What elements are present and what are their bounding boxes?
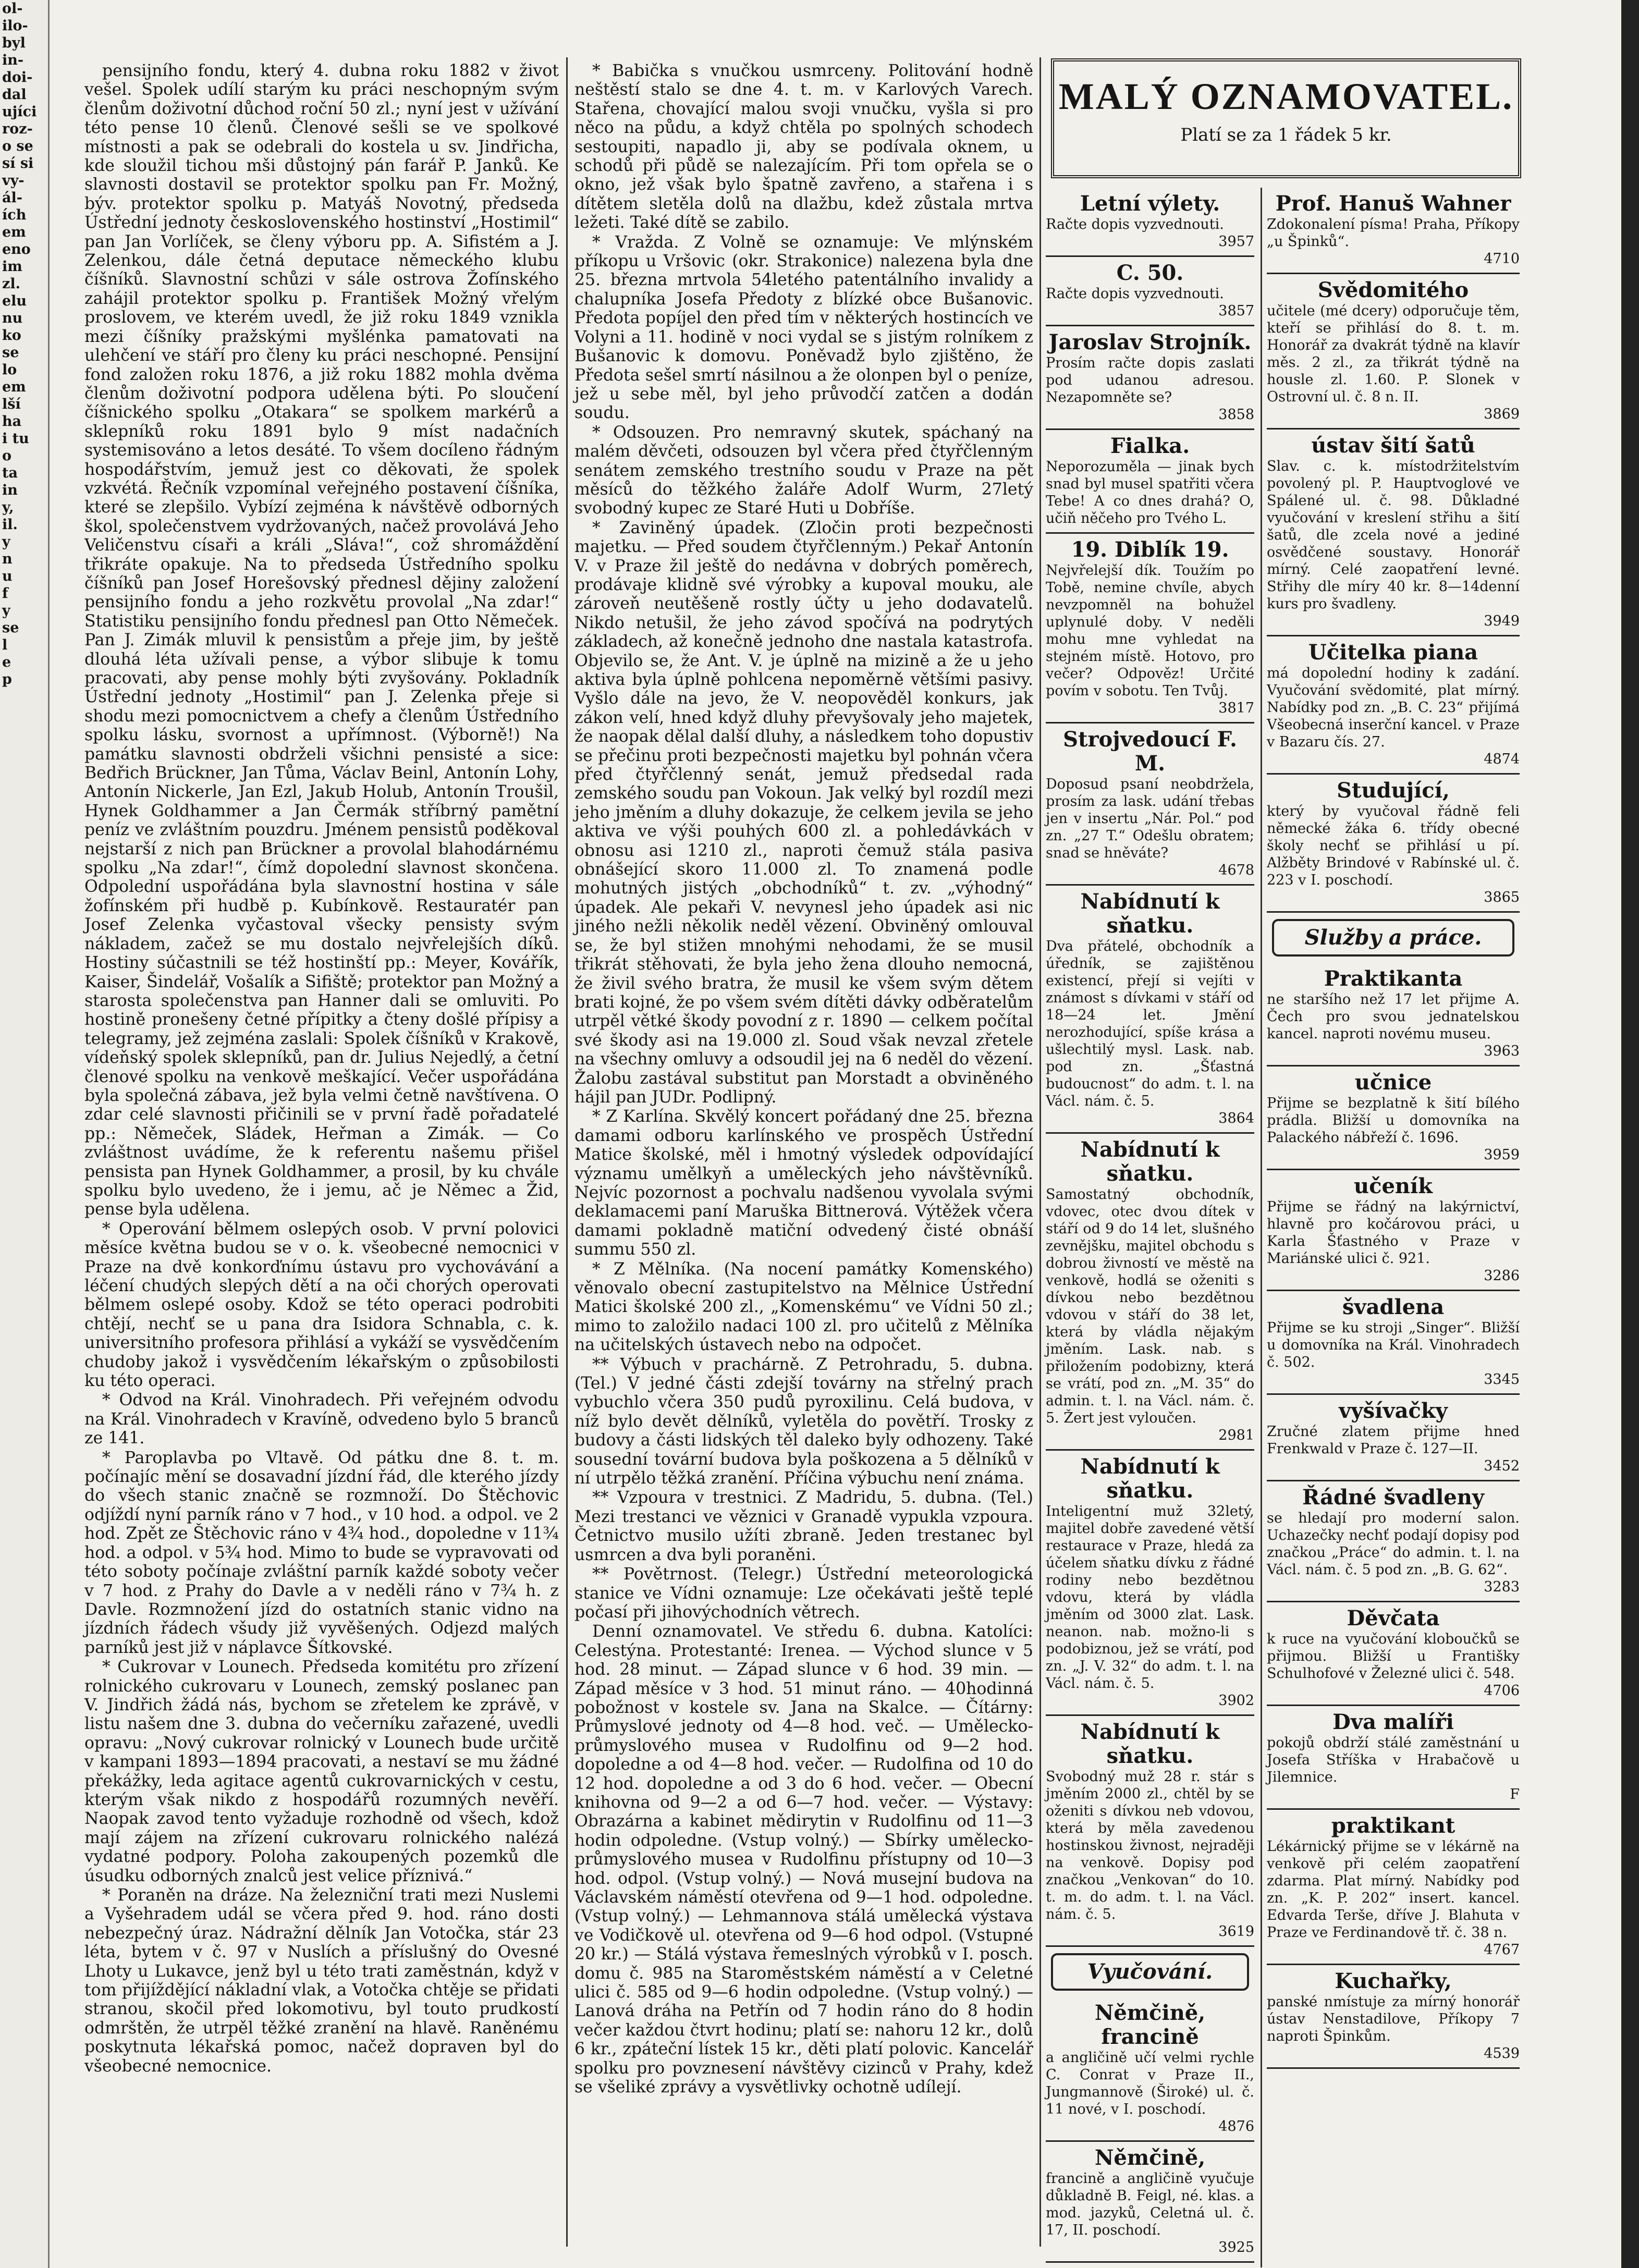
edge-fragment: roz-: [2, 121, 33, 137]
ad-title: učeník: [1354, 1174, 1433, 1199]
edge-fragment: ko: [2, 327, 21, 344]
ad-number: 3286: [1484, 1268, 1520, 1284]
banner-subtitle: Platí se za 1 řádek 5 kr.: [1180, 125, 1392, 145]
edge-fragment: elu: [2, 293, 27, 309]
ad-title: Dva malíři: [1332, 1710, 1454, 1735]
ad-number: 4874: [1484, 751, 1520, 767]
classifieds-column-left: [1046, 188, 1254, 2263]
ad-text: Zručné zlatem přijme hned Frenkwald v Praze č. 127—II.: [1267, 1424, 1520, 1457]
article: * Paroplavba po Vltavě. Od pátku dne 8. t. m. počínajíc mění se dosavadní jízdní řád, dle kterého jízdy do všech stanic značně se rozmnoží. Do Štěchovic odjíždí nyní parník ráno v 7 hod., v 10 hod. a odpol. ve 2 hod. Zpět ze Štěchovic ráno v 4¾ hod., dopoledne v 11¾ hod. a odpol. v 5¾ hod. Mimo to bude se vypravovati od této soboty počínaje zvláštní parník každé soboty večer v 7 hod. z Prahy do Davle a v neděli ráno v 7¾ h. z Davle. Rozmnožení jízd do ostatních stanic vidno na jízdních řádech všudy již vyvěšených. Odjezd malých parníků jest již v náplavce Šítkovské.: [84, 1448, 559, 1657]
column-2: [574, 62, 1033, 2097]
article: ** Povětrnost. (Telegr.) Ústřední meteorologická stanice ve Vídni oznamuje: Lze očekávati ještě teplé počasí při jihovýchodních větrech.: [574, 1565, 1033, 1622]
classified-ad: [1267, 1965, 1520, 2069]
ad-number: 3963: [1484, 1043, 1520, 1060]
column-rule: [1261, 188, 1262, 2267]
classified-ad: [1267, 1481, 1520, 1602]
ad-text: Přijme se ku stroji „Singer“. Bližší u domovníka na Král. Vinohradech č. 502.: [1267, 1320, 1520, 1371]
ad-title: 19. Diblík 19.: [1071, 537, 1229, 562]
section-box-vyucovani: Vyučování.: [1051, 1953, 1249, 1991]
edge-fragment: o se: [2, 138, 33, 154]
ad-title: Studující,: [1337, 778, 1450, 803]
ad-text: Svobodný muž 28 r. stár s jměním 2000 zl., chtěl by se oženiti s dívkou neb vdovou, která by měla zavedenou hostinskou živnost, nejraději na venkově. Dopisy pod značkou „Venkovan“ do 10. t. m. do adm. t. l. na Václ. nám. č. 5.: [1046, 1769, 1254, 1922]
classified-ad: [1267, 963, 1520, 1066]
ad-title: Praktikanta: [1324, 966, 1463, 991]
classified-ad: [1267, 1810, 1520, 1965]
article: * Cukrovar v Lounech. Předseda komitétu pro zřízení rolnického cukrovaru v Lounech, zemský poslanec pan V. Jindřich žádá nás, bychom se zřetelem ke zprávě, v listu našem dne 3. dubna do večerníku zařazené, uvedli opravu: „Nový cukrovar rolnický v Lounech bude určitě v kampani 1893—1894 pracovati, a nestaví se mu žádné překážky, leda agitace agentů cukrovarnických v cestu, kterým však nikdo z hospodářů rozumných nevěří. Naopak zavod tento vyžaduje rozhodně od všech, kdož mají zájem na zřízení cukrovaru rolnického nalézá vydatné podpory. Poloha zakoupených pozemků dle úsudku odborných znalců jest velice příznivá.“: [84, 1658, 559, 1885]
ad-number: 3345: [1484, 1371, 1520, 1388]
edge-fragment: vy-: [2, 173, 25, 189]
ad-text: Račte dopis vyzvednouti.: [1046, 286, 1224, 302]
edge-fragment: o: [2, 448, 12, 464]
classified-ad: [1267, 775, 1520, 913]
ad-number: 3283: [1484, 1579, 1520, 1596]
classified-ad: [1046, 257, 1254, 326]
article: * Operování bělmem oslepých osob. V první polovici měsíce května budou se v o. k. všeobecné nemocnici v Praze na dvě konkorďnímu ústavu pro vychovávání a léčení chudých slepých dětí a na oči chorých operovati bělmem oslepé osoby. Kdož se této operaci podrobiti chtějí, nechť se u pana dra Isidora Schnabla, c. k. universitního profesora přihlásí a vykáží se vysvědčením chudoby jakož i vysvědčením lékařským o způsobilosti ku této operaci.: [84, 1219, 559, 1391]
edge-fragment: ilo-: [2, 18, 28, 34]
edge-fragment: f: [2, 585, 8, 602]
article: * Vražda. Z Volně se oznamuje: Ve mlýnském příkopu u Vršovic (okr. Strakonice) nalezena byla dne 25. března mrtvola 54letého patentálního invalidy a chalupníka Josefa Předoty z blízké obce Bušanovic. Předota popíjel den před tím v některých hostincích ve Volyni a 11. hodině v noci vydal se s jistým rolníkem z Bušanovic k domovu. Poněvadž bylo zjištěno, že Předota sešel smrtí násilnou a že olonpen byl o peníze, jež u sebe měl, byl jeho průvodčí zatčen a dodán soudu.: [574, 232, 1033, 423]
classified-ad: [1267, 1395, 1520, 1481]
edge-fragment: y: [2, 603, 10, 619]
edge-fragment: im: [2, 259, 22, 275]
edge-fragment: se: [2, 345, 19, 361]
ad-number: 3452: [1484, 1458, 1520, 1475]
article: * Poraněn na dráze. Na železniční trati mezi Nuslemi a Vyšehradem udál se včera před 9. hod. ráno dosti nebezpečný úraz. Nádražní dělník Jan Votočka, stár 23 léta, bytem v č. 97 v Nuslích a příslušný do Ovesné Lhoty u Lukavce, jenž byl u této trati zaměstnán, když v tom přijíždějící nákladní vlak, a Votočka chtěje se přidati stranou, skočil před lokomotivu, byl touto prudkostí odmrštěn, že utrpěl těžké zranění na hlavě. Raněnému poskytnuta lékařská pomoc, načež dopraven byl do všeobecné nemocnice.: [84, 1886, 559, 2076]
ad-title: ústav šití šatů: [1311, 433, 1475, 458]
ad-title: švadlena: [1342, 1295, 1445, 1320]
ad-title: Svědomitého: [1317, 278, 1469, 302]
ad-number: 3957: [1218, 234, 1254, 250]
column-1: [84, 62, 559, 2076]
ad-number: 3858: [1218, 407, 1254, 423]
classified-ad: [1267, 274, 1520, 430]
classifieds-banner: [1051, 58, 1521, 178]
edge-fragment: nu: [2, 310, 23, 326]
ad-number: 3864: [1218, 1110, 1254, 1126]
edge-fragment: doi-: [2, 69, 33, 85]
classified-ad: [1267, 1291, 1520, 1395]
ad-title: Letní výlety.: [1080, 191, 1220, 216]
ad-number: 3949: [1484, 613, 1520, 629]
edge-fragment: em: [2, 379, 26, 395]
ad-title: Nabídnutí k sňatku.: [1080, 1720, 1220, 1768]
ad-text: Inteligentní muž 32letý, majitel dobře zavedené větší restaurace v Praze, hledá za účelem sňatku dívku z řádné rodiny nebo bezdětnou vdovu, která by vládla jměním od 3000 zlat. Lask. neanon. nab. možno-li s podobiznou, jež se vrátí, pod zn. „J. V. 32“ do adm. t. l. na Václ. nám. č. 5.: [1046, 1503, 1254, 1691]
column-rule: [566, 57, 568, 2247]
ad-text: Přijme se řádný na lakýrnictví, hlavně pro kočárovou práci, u Karla Šťastného v Praze v Mariánské ulici č. 921.: [1267, 1199, 1520, 1267]
ad-text: se hledají pro moderní salon. Uchazečky nechť podají dopisy pod značkou „Práce“ do admin. t. l. na Václ. nám. č. 5 pod zn. „B. G. 62“.: [1267, 1510, 1520, 1578]
ad-text: Doposud psaní neobdržela, prosím za lask. udání třebas jen v insertu „Nár. Pol.“ pod zn. „27 T.“ Odešlu obratem; snad se hněváte?: [1046, 776, 1254, 861]
article: * Odvod na Král. Vinohradech. Při veřejném odvodu na Král. Vinohradech v Kravíně, odvedeno bylo 5 branců ze 141.: [84, 1391, 559, 1448]
scan-border: [1621, 0, 1639, 2268]
neighbor-page-edge: [0, 0, 50, 2268]
article: ** Výbuch v prachárně. Z Petrohradu, 5. dubna. (Tel.) V jedné části zdejší továrny na střelný prach vybuchlo včera 350 pudů pyroxilinu. Celá budova, v níž bylo devět dělníků, vyletěla do povětří. Trosky z budovy a části lidských těl daleko byly odhozeny. Také sousední tovární budova byla poškozena a 5 dělníků v ní utrpělo těžká zranění. Příčina výbuchu není známa.: [574, 1355, 1033, 1488]
classified-ad: [1046, 534, 1254, 724]
ad-number: 3869: [1484, 406, 1520, 422]
ad-text: Samostatný obchodník, vdovec, otec dvou dítek v stáří od 9 do 14 let, slušného zevnějšku, majitel obchodu s dobrou živností ve městě na venkově, hodlá se oženiti s dívkou nebo bezdětnou vdovou v stáří do 38 let, která by vládla nějakým jměním. Lask. nab. s přiložením podobizny, která se vrátí, pod zn. „M. 35“ do admin. t. l. na Václ. nám. č. 5. Žert jest vyloučen.: [1046, 1186, 1254, 1426]
ad-number: 4678: [1218, 862, 1254, 878]
classified-ad: [1046, 1451, 1254, 1716]
ad-text: Přijme se bezplatně k šití bílého prádla. Bližší u domovníka na Palackého nábřeží č. 1696.: [1267, 1095, 1520, 1146]
classified-ad: [1046, 1134, 1254, 1451]
edge-fragment: il.: [2, 517, 18, 533]
edge-fragment: ujíci: [2, 104, 37, 120]
ad-title: C. 50.: [1116, 261, 1184, 285]
edge-fragment: y,: [2, 499, 14, 516]
ad-number: 3619: [1218, 1923, 1254, 1940]
edge-fragment: i tu: [2, 431, 29, 447]
classified-ad: [1267, 1602, 1520, 1706]
edge-fragment: ol-: [2, 1, 23, 17]
classified-ad: [1046, 430, 1254, 534]
banner-title: MALÝ OZNAMOVATEL.: [1058, 76, 1514, 117]
edge-fragment: p: [2, 671, 12, 688]
edge-fragment: ta: [2, 465, 18, 481]
ad-title: praktikant: [1331, 1813, 1455, 1838]
ad-title: Kuchařky,: [1335, 1969, 1452, 1994]
edge-fragment: eno: [2, 241, 31, 258]
ad-number: 4876: [1218, 2118, 1254, 2135]
article: * Odsouzen. Pro nemravný skutek, spáchaný na malém děvčeti, odsouzen byl včera před čtyřčlenným senátem zemského trestního soudu v Praze na pět měsíců do těžkého žaláře Adolf Wurm, 27letý svobodný kupec ze Staré Huti u Dobříše.: [574, 423, 1033, 518]
ad-title: Nabídnutí k sňatku.: [1080, 889, 1220, 938]
classified-ad: [1267, 1170, 1520, 1291]
ad-title: Nabídnutí k sňatku.: [1080, 1454, 1220, 1503]
classified-ad: [1046, 188, 1254, 257]
edge-fragment: se: [2, 620, 19, 636]
ad-number: 4767: [1484, 1942, 1520, 1958]
edge-fragment: sí si: [2, 155, 34, 171]
ad-number: 4710: [1484, 251, 1520, 267]
classified-ad: [1267, 1706, 1520, 1810]
ad-text: Nejvřelejší dík. Toužím po Tobě, nemine chvíle, abych nevzpomněl na bohužel uplynulé doby. V neděli mohu mne vyhledat na stejném místě. Hotovo, pro večer? Odpověz! Určité povím v sobotu. Ten Tvůj.: [1046, 562, 1254, 699]
classified-ad: [1046, 886, 1254, 1134]
edge-fragment: lo: [2, 362, 17, 378]
edge-fragment: n: [2, 551, 13, 567]
ad-text: Lékárnický přijme se v lékárně na venkově při celém zaopatření zdarma. Plat mírný. Nabídky pod zn. „K. P. 202“ insert. kancel. Edvarda Terše, dříve J. Blahuta v Praze ve Ferdinandově tř. č. 38 n.: [1267, 1838, 1520, 1941]
article: ** Vzpoura v trestnici. Z Madridu, 5. dubna. (Tel.) Mezi trestanci ve věznici v Granadě vypukla vzpoura. Četnictvo musilo užíti zbraně. Jeden trestanec byl usmrcen a dva byli poraněni.: [574, 1488, 1033, 1564]
ad-text: má dopolední hodiny k zadání. Vyučování svědomité, plat mírný. Nabídky pod zn. „B. C. 23“ přijímá Všeobecná inserční kancel. v Praze v Bazaru čís. 27.: [1267, 665, 1520, 750]
edge-fragment: y: [2, 534, 10, 550]
edge-fragment: dal: [2, 87, 27, 103]
ad-text: francině a angličině vyučuje důkladně B. Feigl, né. klas. a mod. jazyků, Celetná ul. č. 17, II. poschodí.: [1046, 2171, 1254, 2239]
edge-fragment: em: [2, 224, 26, 240]
ad-number: 3925: [1218, 2239, 1254, 2256]
ad-title: učnice: [1354, 1070, 1432, 1095]
edge-fragment: u: [2, 568, 13, 584]
ad-number: 3865: [1484, 889, 1520, 905]
edge-fragment: ha: [2, 413, 22, 430]
edge-fragment: byl: [2, 35, 26, 51]
ad-text: Neporozuměla — jinak bych snad byl musel spatřiti včera Tebe! A co dnes drahá? O, učiň něčeho pro Tvého L.: [1046, 459, 1254, 526]
edge-fragment: zl.: [2, 276, 20, 292]
ad-text: Dva přátelé, obchodník a úředník, se zajištěnou existencí, přejí si vejíti v známost s dívkami v stáří od 18—24 let. Jmění nerozhodující, spíše krása a ušlechtilý mysl. Lask. nab. pod zn. „Šťastná budoucnost“ do adm. t. l. na Václ. nám. č. 5.: [1046, 938, 1254, 1109]
ad-title: Děvčata: [1347, 1606, 1440, 1631]
classified-ad: [1046, 1716, 1254, 1947]
edge-fragment: e: [2, 654, 11, 670]
ad-text: ne staršího než 17 let přijme A. Čech pro svou jednatelskou kancel. naproti novému museu.: [1267, 991, 1520, 1043]
ad-title: Řádné švadleny: [1302, 1485, 1485, 1510]
ad-title: Jaroslav Strojník.: [1048, 330, 1252, 354]
classified-ad: [1267, 188, 1520, 274]
ad-title: Fialka.: [1110, 434, 1190, 458]
classified-ad: [1046, 2142, 1254, 2263]
ad-title: Němčině,: [1094, 2146, 1206, 2171]
ad-title: Prof. Hanuš Wahner: [1275, 191, 1511, 216]
ad-text: Zdokonalení písma! Praha, Příkopy „u Špinků“.: [1267, 216, 1520, 250]
edge-fragment: in-: [2, 52, 24, 68]
classified-ad: [1046, 724, 1254, 886]
edge-fragment: ích: [2, 207, 27, 223]
classified-ad: [1046, 326, 1254, 430]
ad-number: 3959: [1484, 1147, 1520, 1163]
classified-ad: [1267, 636, 1520, 775]
ad-title: vyšívačky: [1339, 1399, 1448, 1424]
article: Denní oznamovatel. Ve středu 6. dubna. Katolíci: Celestýna. Protestanté: Irenea. — Východ slunce v 5 hod. 28 minut. — Západ slunce v 6 hod. 39 min. — Západ měsíce v 3 hod. 51 minut ráno. — 40hodinná pobožnost v kostele sv. Jana na Skalce. — Čítárny: Průmyslové jednoty od 4—8 hod. več. — Umělecko-průmyslového musea v Rudolfinu od 9—2 hod. dopoledne a od 4—8 hod. večer. — Rudolfina od 10 do 12 hod. dopoledne a od 3 do 6 hod. večer. — Obecní knihovna od 9—2 a od 6—7 hod. večer. — Výstavy: Obrazárna a kabinet mědirytin v Rudolfinu od 11—3 hodin odpoledne. (Vstup volný.) — Sbírky umělecko-průmyslového musea v Rudolfinu přístupny od 10—3 hod. odpol. (Vstup volný.) — Nová musejní budova na Václavském náměstí otevřena od 9—1 hod. odpoledne. (Vstup volný.) — Lehmannova stálá umělecká výstava ve Vodičkově ul. otevřena od 9—6 hod odpol. (Vstupné 20 kr.) — Stálá výstava řemeslných výrobků v I. posch. domu č. 985 na Staroměstském náměstí a v Celetné ulici č. 585 od 9—6 hodin odpoledne. (Vstup volný.) — Lanová dráha na Petřín od 7 hodin ráno do 8 hodin večer každou čtvrt hodinu; platí se: nahoru 12 kr., dolů 6 kr., zpáteční lístek 15 kr., děti platí polovic. Kancelář spolku pro povznesení návštěvy cizinců v Prahy, kdež se všeliké zprávy a vysvětlivky ochotně udílejí.: [574, 1622, 1033, 2097]
article: * Z Karlína. Skvělý koncert pořádaný dne 25. března damami odboru karlínského ve prospěch Ústřední Matice školské, měl i hmotný výsledek odpovídající významu umělkyň a uměleckých jeho návštěvníků. Nejvíc pozornost a pochvalu nadšenou vyvolala svými deklamacemi paní Maruška Bittnerová. Výtěžek včera damami pokladně matiční odvedený čisté obnáší summu 550 zl.: [574, 1107, 1033, 1259]
classified-ad: [1267, 430, 1520, 636]
ad-number: 3817: [1218, 700, 1254, 716]
ad-number: 3902: [1218, 1693, 1254, 1709]
ad-text: Račte dopis vyzvednouti.: [1046, 216, 1224, 232]
article: * Babička s vnučkou usmrceny. Politování hodně neštěstí stalo se dne 4. t. m. v Karlových Varech. Stařena, chovající malou svoji vnučku, vyšla si pro něco na půdu, a když chtěla po spolných schodech sestoupiti, napadlo ji, aby se podívala oknem, u schodů při půdě se nalezajícím. Při tom opřela se o okno, jež však bylo špatně zavřeno, a stařena i s dítětem sletěla dolů na dlažbu, kdež zůstala mrtva ležeti. Také dítě se zabilo.: [574, 62, 1033, 232]
edge-fragment: lší: [2, 396, 21, 412]
ad-text: k ruce na vyučování kloboučků se přijmou. Bližší u Františky Schulhofové v Železné ulici č. 548.: [1267, 1631, 1520, 1682]
ad-title: Učitelka piana: [1308, 640, 1478, 665]
section-box-sluzby: Služby a práce.: [1272, 919, 1514, 957]
ad-text: který by vyučoval řádně feli německé žáka 6. třídy obecné školy nechť se přihlásí u pí. Alžběty Brindové v Rabínské ul. č. 223 v I. poschodí.: [1267, 803, 1520, 888]
ad-title: Strojvedoucí F. M.: [1063, 727, 1237, 776]
ad-title: Němčině, francině: [1094, 2001, 1206, 2050]
article: pensijního fondu, který 4. dubna roku 1882 v život vešel. Spolek udílí starým ku práci neschopným svým členům doživotní důchod roční 50 zl.; nyní jest v užívání této pense 10 členů. Členové sešli se ve spolkové místnosti a pak se odebrali do kostela u sv. Jindřicha, kde sloužil tichou mši důstojný pán farář P. Janků. Ke slavnosti dostavil se protektor spolku pan Fr. Možný, býv. protektor spolku p. Matyáš Novotný, předseda Ústřední jednoty československého hostinství „Hostimil“ pan Jan Vorlíček, se členy výboru pp. A. Sifistém a J. Zelenkou, dále četná deputace německého klubu číšníků. Slavnostní schůzi v sále ostrova Žofínského zahájil protektor spolku p. František Možný vřelým proslovem, ve kterém uvedl, že již roku 1849 vznikla mezi číšníky pražskými myšlénka pamatovati na ulehčení ve stáří pro členy ku práci neschopné. Pensijní fond založen roku 1876, a již roku 1882 mohla dvěma členům doživotní podpora udělena býti. Po sloučení číšnického spolku „Otakara“ se spolkem markérů a sklepníků roku 1891 bylo 9 míst nadačních systemisováno a letos desáté. To všem docíleno řádným hospodářstvím, jemuž jest co děkovati, že spolek vzkvétá. Řečník vzpomínal veřejného postavení číšníka, které se zlepšilo. Vybízí zejména k návštěvě odborných škol, společenstvem vydržovaných, načež provolává Jeho Veličenstvu císaři a králi „Sláva!“, což shromáždění třikráte opakuje. Na to předseda Ústředního spolku číšníků pan Josef Horešovský přednesl dějiny založení pensijního fondu a jeho rozkvětu provolal „Na zdar!“ Statistiku pensijního fondu přednesl pan Otto Němeček. Pan J. Zimák mluvil k pensistům a přeje jim, by ještě dlouhá léta užívali pense, a výbor slibuje k tomu pracovati, aby pense mohly býti zvyšovány. Pokladník Ústřední jednoty „Hostimil“ pan J. Zelenka přeje si shodu mezi pomocnictvem a chefy a členům Ústředního spolku lásku, svornost a upřímnost. (Výborně!) Na památku slavnosti obdrželi všichni pensisté a sice: Bedřich Brückner, Jan Tůma, Václav Beinl, Antonín Lohy, Antonín Nickerle, Jan Ezl, Jakub Holub, Antonín Troušil, Hynek Goldhammer a Jan Čermák stříbrný pamětní peníz ve zvláštním pouzdru. Jménem pensistů poděkoval nejstarší z nich pan Brückner a provolal blahodárnému spolku „Na zdar!“, čímž dopolední slavnost skončena. Odpolední uspořádána byla slavnostní hostina v sále žofínském při hudbě p. Kubínkově. Restauratér pan Josef Zelenka vyčastoval všecky pensisty svým nákladem, začež se mu dostalo nejvřelejších díků. Hostiny súčastnili se též hostinští pp.: Meyer, Kovářík, Kaiser, Šindelář, Vošalík a Sifiště; protektor pan Možný a starosta společenstva pan Hanner dali se omluviti. Po hostině pronešeny četné přípitky a čteny došlé přípisy a telegramy, jež zejména zaslali: Spolek číšníků v Krakově, vídeňský spolek sklepníků, pan dr. Julius Nejedlý, a četní členové spolku na venkově meškající. Večer uspořádána byla společná zábava, jež byla velmi četně navštívena. O zdar celé slavnosti přičinili se v první řadě pořadatelé pp.: Němeček, Sládek, Heřman a Zimák. — Co zvláštnost uvádíme, že k referentu našemu přišel pensista pan Hynek Goldhammer, a prosil, by ku chvále spolku bylo uvedeno, že i jemu, ač je Němec a Žid, pense byla udělena.: [84, 62, 559, 1219]
classified-ad: [1046, 1997, 1254, 2142]
ad-text: učitele (mé dcery) odporučuje těm, kteří se přihlásí do 8. t. m. Honorář za dvakrát týdně na klavír měs. 2 zl., za třikrát týdně na housle zl. 1.60. P. Slonek v Ostrovní ul. č. 8 n. II.: [1267, 303, 1520, 405]
edge-fragment: in: [2, 482, 18, 498]
article: * Z Mělníka. (Na nocení památky Komenského) věnovalo obecní zastupitelstvo na Mělnice Ústřední Matici školské 200 zl., „Komenskému“ ve Vídni 50 zl.; mimo to založilo nadaci 100 zl. pro učitelů z Mělníka na učitelských ústavech nebo na odpočet.: [574, 1259, 1033, 1355]
ad-text: Prosím račte dopis zaslati pod udanou adresou. Nezapomněte se?: [1046, 355, 1254, 406]
ad-number: 2981: [1218, 1427, 1254, 1443]
column-rule: [1039, 57, 1041, 2247]
classified-ad: [1267, 1066, 1520, 1170]
ad-number: 3857: [1218, 303, 1254, 319]
ad-text: a angličině učí velmi rychle C. Conrat v Praze II., Jungmannově (Široké) ul. č. 11 nové, v I. poschodí.: [1046, 2050, 1254, 2118]
article: * Zaviněný úpadek. (Zločin proti bezpečnosti majetku. — Před soudem čtyřčlenným.) Pekař Antonín V. v Praze žil ještě do nedávna v dobrých poměrech, prodávaje klidně své výrobky a kupoval mouku, ale zároveň neutěšeně rostly účty u jeho dodavatelů. Nikdo netušil, že jeho závod spočívá na podrytých základech, až konečně jednoho dne nastala katastrofa. Objevilo se, že Ant. V. je úplně na mizině a že u jeho aktiva byla úplně pohlcena nepoměrně většími pasivy. Vyšlo dále na jevo, že V. neopověděl konkurs, jak zákon velí, hned když dluhy převyšovaly jeho majetek, že naopak dělal další dluhy, a následkem toho dopustiv se přečinu proti bezpečnosti majetku byl pohnán včera před čtyřčlenný senát, jemuž předsedal rada zemského soudu pan Vokoun. Jak velký byl rozdíl mezi jeho jměním a dluhy dokazuje, že celkem jevila se jeho aktiva ve výši pouhých 600 zl. a pohledávkách v obnosu asi 1210 zl., naproti čemuž stála pasiva obnášející skoro 11.000 zl. To znamená podle mohutných jistých „obchodníků“ t. zv. „výhodný“ úpadek. Ale pekaři V. nevynesl jeho úpadek asi nic jiného nežli několik neděl vězení. Obviněný omlouval se, že byl stižen mnohými nehodami, že se musil třikrát stěhovati, že byla jeho žena dlouho nemocná, že živil svého bratra, že musil ke všem svým dětem brati kojné, že po všem svém dítěti dávky odběratelům utrpěl větké škody povodní z r. 1890 — celkem počítal své škody asi na 19.000 zl. Soud však nevzal zřetele na všechny omluvy a odsoudil jej na 6 neděl do vězení. Žalobu zastával substitut pan Morstadt a obviněného hájil pan JUDr. Podlipný.: [574, 518, 1033, 1107]
classifieds-column-right: [1267, 188, 1520, 2069]
ad-text: pokojů obdrží stálé zaměstnání u Josefa Stříška v Hrabačově u Jilemnice.: [1267, 1735, 1520, 1786]
ad-text: Slav. c. k. místodržitelstvím povolený pl. P. Hauptvoglové ve Spálené ul. č. 98. Důkladné vyučování v kreslení střihu a šití šatů, dle zcela nové a jediné osvědčené soustavy. Honorář mírný. Celé zaopatření levné. Střihy dle míry 40 kr. 8—14denní kurs pro švadleny.: [1267, 458, 1520, 612]
edge-fragment: l: [2, 637, 8, 653]
edge-fragment: ál-: [2, 190, 22, 206]
ad-number: 4539: [1484, 2045, 1520, 2062]
ad-text: panské nmístuje za mírný honorář ústav Nenstadilove, Příkopy 7 naproti Špinkům.: [1267, 1994, 1520, 2045]
ad-number: 4706: [1484, 1683, 1520, 1699]
ad-title: Nabídnutí k sňatku.: [1080, 1137, 1220, 1186]
ad-number: F: [1510, 1786, 1520, 1803]
